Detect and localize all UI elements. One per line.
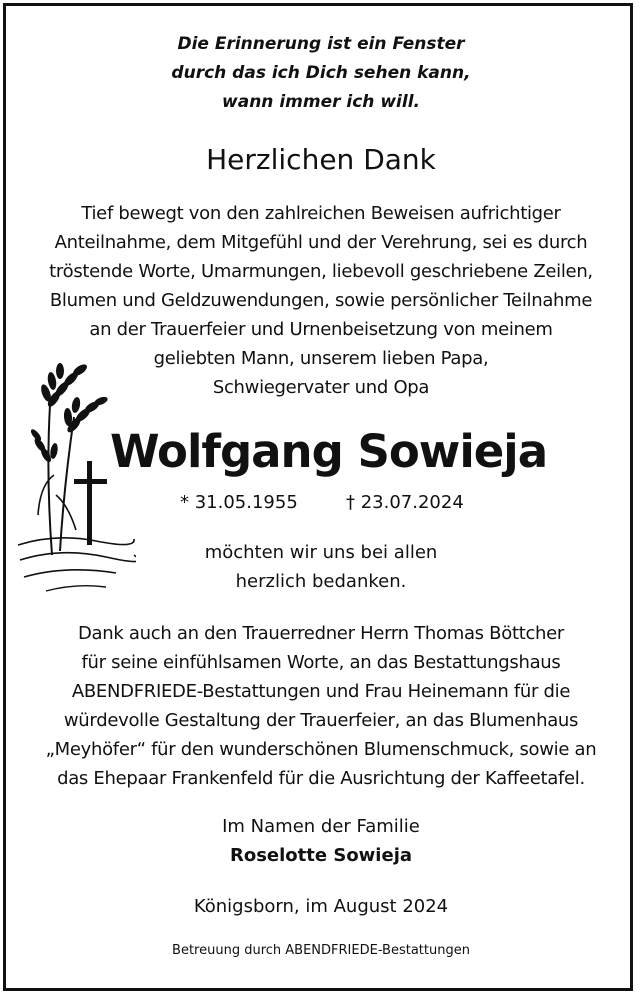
intro-line: Tief bewegt von den zahlreichen Beweisen aufrichtiger [81,203,561,224]
notice-heading: Herzlichen Dank [206,143,436,176]
intro-line: Blumen und Geldzuwendungen, sowie persönlicher Teilnahme [49,290,593,311]
family-signature [0,812,642,870]
place-date: Königsborn, im August 2024 [193,896,449,917]
credits-line: für seine einfühlsamen Worte, an das Bestattungshaus [81,652,561,673]
death-date: † 23.07.2024 [346,492,464,513]
credits-line: „Meyhöfer“ für den wunderschönen Blumenschmuck, sowie an [45,739,597,760]
thanks-line: möchten wir uns bei allen [204,542,438,563]
intro-line: Anteilnahme, dem Mitgefühl und der Verehrung, sei es durch [54,232,588,253]
credits-line: Dank auch an den Trauerredner Herrn Thomas Böttcher [77,623,565,644]
intro-line: tröstende Worte, Umarmungen, liebevoll geschriebene Zeilen, [49,261,593,282]
birth-date: * 31.05.1955 [180,492,298,513]
credits-text [0,619,642,793]
quote-line: Die Erinnerung ist ein Fenster [177,34,465,54]
footer-credit: Betreuung durch ABENDFRIEDE-Bestattungen [172,943,470,958]
family-intro: Im Namen der Familie [222,816,420,837]
signer-name: Roselotte Sowieja [229,845,413,866]
intro-line: geliebten Mann, unserem lieben Papa, [153,348,489,369]
quote-line: wann immer ich will. [222,92,420,112]
quote-line: durch das ich Dich sehen kann, [171,63,471,83]
thanks-text [0,538,642,596]
credits-line: würdevolle Gestaltung der Trauerfeier, an das Blumenhaus [63,710,579,731]
credits-line: das Ehepaar Frankenfeld für die Ausrichtung der Kaffeetafel. [57,768,585,789]
memorial-quote [0,30,642,117]
deceased-name: Wolfgang Sowieja [110,425,548,478]
credits-line: ABENDFRIEDE-Bestattungen und Frau Heinemann für die [71,681,571,702]
thanks-line: herzlich bedanken. [235,571,407,592]
intro-line: an der Trauerfeier und Urnenbeisetzung von meinem [89,319,553,340]
intro-line: Schwiegervater und Opa [212,377,430,398]
